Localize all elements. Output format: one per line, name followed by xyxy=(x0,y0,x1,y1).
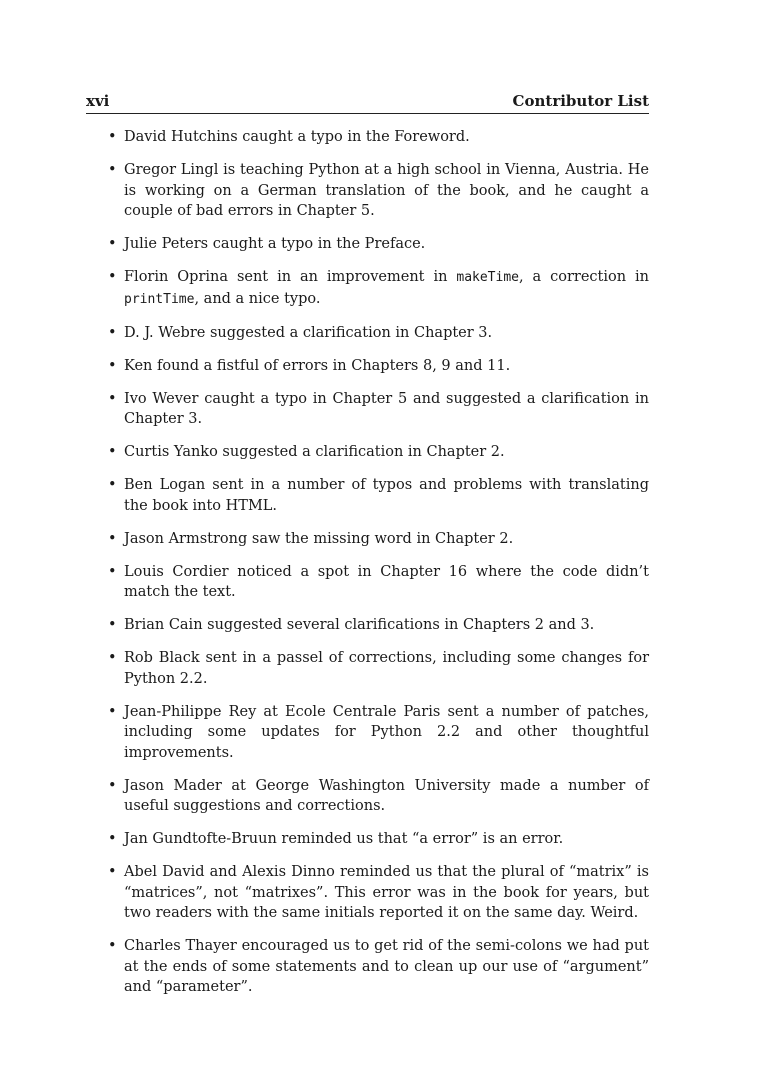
list-item xyxy=(86,648,649,689)
list-item xyxy=(86,562,649,603)
page-number: xvi xyxy=(86,92,110,110)
list-item-text: Julie Peters caught a typo in the Preface. xyxy=(124,236,426,252)
list-item xyxy=(86,160,649,222)
list-item-text: , a correction in xyxy=(519,269,649,285)
list-item-text: Ivo Wever caught a typo in Chapter 5 and suggested a clarification in Chapter 3. xyxy=(124,390,649,427)
list-item-text: Jean-Philippe Rey at Ecole Centrale Paris sent a number of patches, including some updates for Python 2.2 and other thoughtful improvements. xyxy=(124,703,649,761)
list-item-text: Gregor Lingl is teaching Python at a high school in Vienna, Austria. He is working on a German translation of the book, and he caught a couple of bad errors in Chapter 5. xyxy=(124,162,649,219)
list-item-text: Ken found a fistful of errors in Chapters 8, 9 and 11. xyxy=(124,357,511,374)
list-item xyxy=(86,442,649,463)
list-item xyxy=(86,829,649,850)
list-item-text: Charles Thayer encouraged us to get rid of the semi-colons we had put at the ends of some statements and to clean up our use of “argument” and “parameter”. xyxy=(124,938,649,995)
list-item xyxy=(86,127,649,148)
list-item-text: D. J. Webre suggested a clarification in Chapter 3. xyxy=(124,324,493,341)
list-item-text: Rob Black sent in a passel of corrections, including some changes for Python 2.2. xyxy=(124,650,649,687)
list-item-text: Jason Mader at George Washington University made a number of useful suggestions and corrections. xyxy=(124,777,649,814)
list-item xyxy=(86,529,649,550)
list-item xyxy=(86,234,649,255)
code-printtime: printTime xyxy=(124,291,195,307)
list-item-text: Jan Gundtofte-Bruun reminded us that “a error” is an error. xyxy=(124,831,564,847)
list-item xyxy=(86,936,649,998)
list-item-text: David Hutchins caught a typo in the Foreword. xyxy=(124,129,470,145)
list-item xyxy=(86,356,649,377)
list-item xyxy=(86,702,649,764)
running-title: Contributor List xyxy=(512,92,649,110)
contributor-list xyxy=(86,127,649,1010)
list-item xyxy=(86,323,649,344)
list-item-text: Brian Cain suggested several clarifications in Chapters 2 and 3. xyxy=(124,617,595,633)
list-item-text: , and a nice typo. xyxy=(194,290,321,307)
list-item xyxy=(86,776,649,817)
list-item-text: Florin Oprina sent in an improvement in xyxy=(124,269,457,285)
list-item xyxy=(86,475,649,516)
list-item-text: Abel David and Alexis Dinno reminded us that the plural of “matrix” is “matrices”, not “matrixes”. This error was in the book for years, but two readers with the same initials reported it on the same day. Weird. xyxy=(124,864,649,921)
list-item-text: Louis Cordier noticed a spot in Chapter 16 where the code didn’t match the text. xyxy=(124,563,649,600)
list-item-text: Curtis Yanko suggested a clarification in Chapter 2. xyxy=(124,444,505,460)
list-item xyxy=(86,267,649,310)
code-maketime: makeTime xyxy=(456,270,519,285)
list-item xyxy=(86,615,649,636)
list-item-text: Ben Logan sent in a number of typos and problems with translating the book into HTML. xyxy=(124,477,649,514)
list-item xyxy=(86,389,649,430)
running-header xyxy=(86,92,649,114)
list-item-text: Jason Armstrong saw the missing word in Chapter 2. xyxy=(124,530,514,547)
list-item xyxy=(86,862,649,924)
